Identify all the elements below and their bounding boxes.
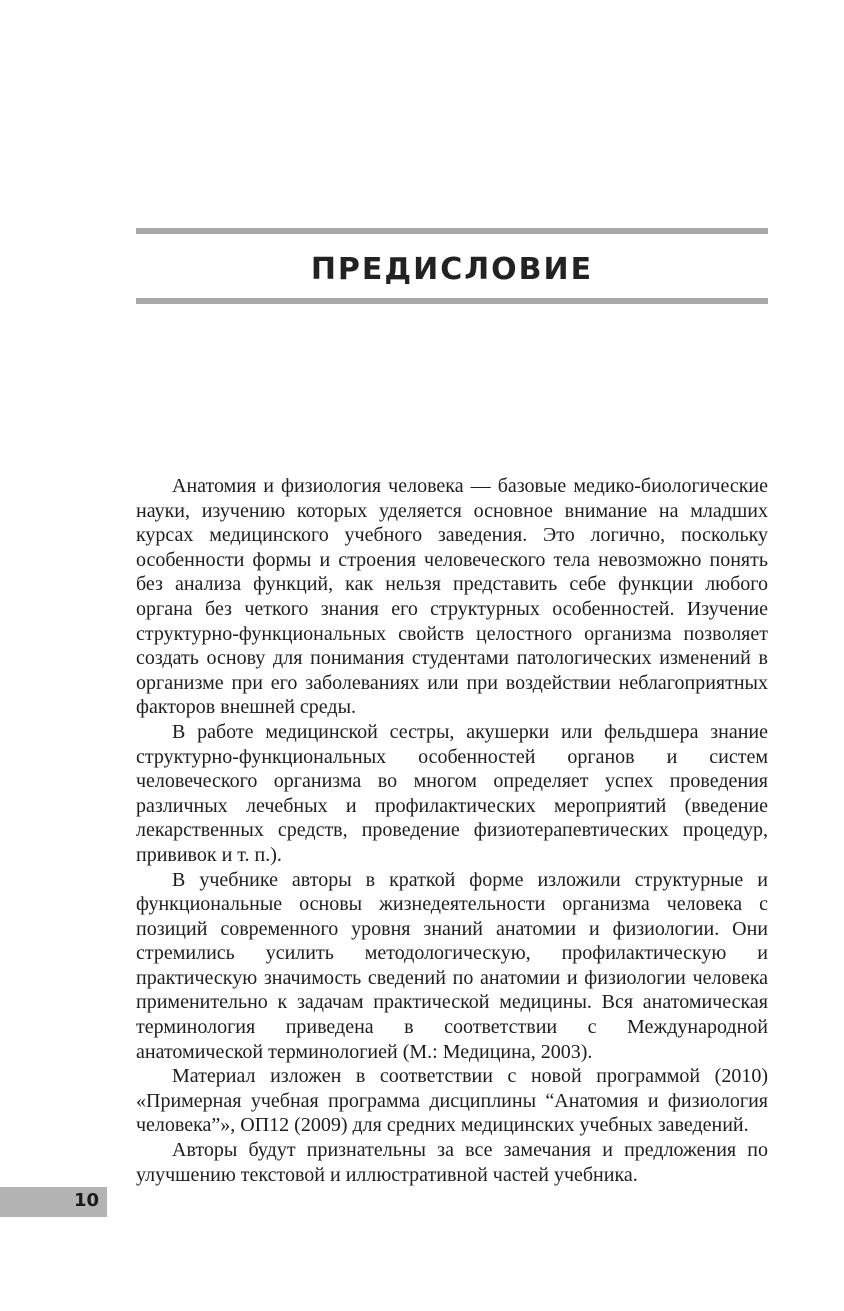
page-number: 10 <box>73 1190 99 1211</box>
paragraph: Материал изложен в соответствии с новой программой (2010) «Примерная учебная программа дисциплины “Анатомия и физиология человека”», ОП12 (2009) для средних медицинских учебных заведений. <box>136 1065 768 1137</box>
title-rule-top <box>136 228 768 234</box>
paragraph: В работе медицинской сестры, акушерки или фельдшера знание структурно-функциональных особенностей органов и систем человеческого организма во многом определяет успех проведения различных лечебных и профилактических мероприятий (введение лекарственных средств, проведение физиотерапевтических процедур, прививок и т. п.). <box>136 720 768 866</box>
paragraph: В учебнике авторы в краткой форме изложили структурные и функциональные основы жизнедеятельности организма человека с позиций современного уровня знаний анатомии и физиологии. Они стремились усилить методологическую, профилактическую и практическую значимость сведений по анатомии и физиологии человека применительно к задачам практической медицины. Вся анатомическая терминология приведена в соответствии с Международной анатомической терминологией (М.: Медицина, 2003). <box>136 868 768 1063</box>
chapter-title: ПРЕДИСЛОВИЕ <box>310 252 594 287</box>
title-rule-bottom <box>136 298 768 304</box>
paragraph: Анатомия и физиология человека — базовые медико-биологические науки, изучению которых уделяется основное внимание на младших курсах медицинского учебного заведения. Это логично, поскольку особенности формы и строения человеческого тела невозможно понять без анализа функций, как нельзя представить себе функции любого органа без четкого знания его структурных особенностей. Изучение структурно-функциональных свойств целостного организма позволяет создать основу для понимания студентами патологических изменений в организме при его заболеваниях или при воздействии неблагоприятных факторов внешней среды. <box>136 475 768 719</box>
preface-body <box>136 474 768 1187</box>
paragraph: Авторы будут признательны за все замечания и предложения по улучшению текстовой и иллюстративной частей учебника. <box>136 1139 768 1186</box>
page-number-tab <box>0 1187 107 1217</box>
